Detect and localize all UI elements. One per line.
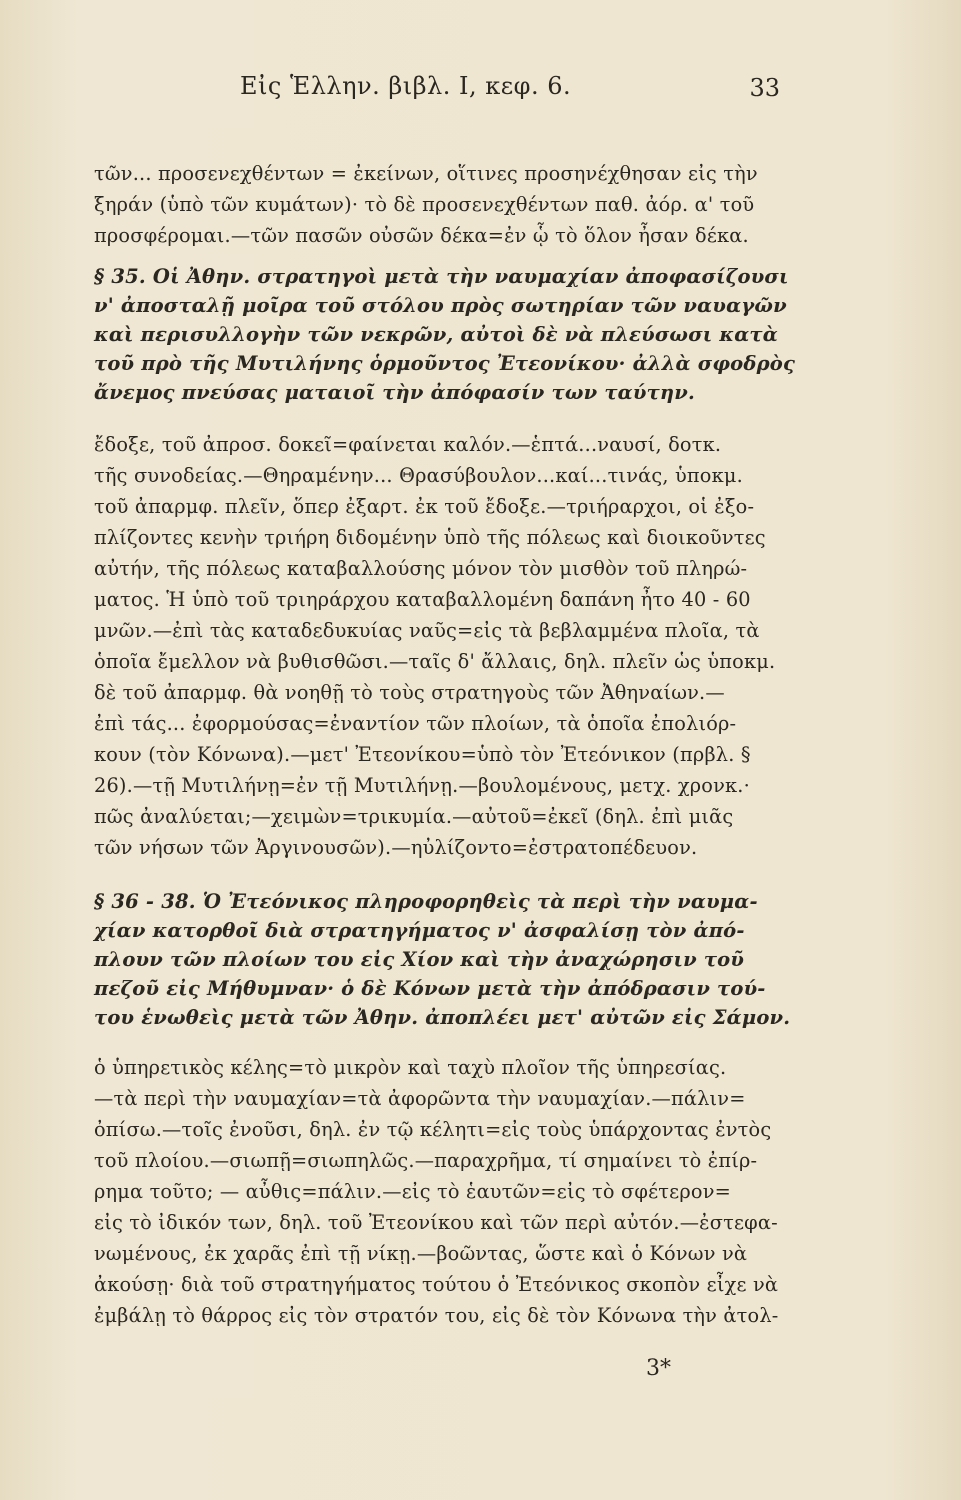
text-line: ὁ ὑπηρετικὸς κέλης=τὸ μικρὸν καὶ ταχὺ πλοῖον τῆς ὑπηρεσίας. xyxy=(94,1056,727,1079)
text-line: νωμένους, ἐκ χαρᾶς ἐπὶ τῇ νίκῃ.—βοῶντας, ὥστε καὶ ὁ Κόνων νὰ xyxy=(94,1242,748,1265)
summary-line: πλουν τῶν πλοίων του εἰς Χίον καὶ τὴν ἀναχώρησιν τοῦ xyxy=(94,948,745,971)
section-summary-35 xyxy=(94,262,796,407)
summary-line: ἄνεμος πνεύσας ματαιοῖ τὴν ἀπόφασίν των ταύτην. xyxy=(94,381,695,404)
text-line: τῆς συνοδείας.—Θηραμένην... Θρασύβουλον...καί...τινάς, ὑποκμ. xyxy=(94,464,743,487)
text-line: τοῦ ἀπαρμφ. πλεῖν, ὅπερ ἐξαρτ. ἐκ τοῦ ἔδοξε.—τριήραρχοι, οἱ ἐξο- xyxy=(94,495,755,518)
text-line: πλίζοντες κενὴν τριήρη διδομένην ὑπὸ τῆς πόλεως καὶ διοικοῦντες xyxy=(94,526,766,549)
text-line: πῶς ἀναλύεται;—χειμὼν=τρικυμία.—αὐτοῦ=ἐκεῖ (δηλ. ἐπὶ μιᾶς xyxy=(94,805,734,828)
text-line: ρημα τοῦτο; — αὖθις=πάλιν.—εἰς τὸ ἑαυτῶν=εἰς τὸ σφέτερον= xyxy=(94,1180,731,1203)
text-line: ἔδοξε, τοῦ ἀπροσ. δοκεῖ=φαίνεται καλόν.—ἑπτά...ναυσί, δοτκ. xyxy=(94,433,722,456)
text-line: ἐμβάλῃ τὸ θάρρος εἰς τὸν στρατόν του, εἰς δὲ τὸν Κόνωνα τὴν ἀτολ- xyxy=(94,1304,779,1327)
text-line: ἐπὶ τάς... ἐφορμούσας=ἐναντίον τῶν πλοίων, τὰ ὁποῖα ἐπολιόρ- xyxy=(94,712,737,735)
section-summary-36-38 xyxy=(94,887,791,1032)
text-line: ἀκούσῃ· διὰ τοῦ στρατηγήματος τούτου ὁ Ἐτεόνικος σκοπὸν εἶχε νὰ xyxy=(94,1273,779,1296)
text-line: μνῶν.—ἐπὶ τὰς καταδεδυκυίας ναῦς=εἰς τὰ βεβλαμμένα πλοῖα, τὰ xyxy=(94,619,760,642)
text-line: κουν (τὸν Κόνωνα).—μετ' Ἐτεονίκου=ὑπὸ τὸν Ἐτεόνικον (πρβλ. § xyxy=(94,743,751,766)
running-head: Εἰς Ἑλλην. βιβλ. Ι, κεφ. 6. xyxy=(240,72,572,100)
summary-line: τοῦ πρὸ τῆς Μυτιλήνης ὁρμοῦντος Ἐτεονίκου· ἀλλὰ σφοδρὸς xyxy=(94,352,796,375)
text-line: εἰς τὸ ἰδικόν των, δηλ. τοῦ Ἐτεονίκου καὶ τῶν περὶ αὐτόν.—ἐστεφα- xyxy=(94,1211,778,1234)
signature-mark: 3* xyxy=(646,1356,671,1381)
text-line: αὐτήν, τῆς πόλεως καταβαλλούσης μόνον τὸν μισθὸν τοῦ πληρώ- xyxy=(94,557,748,580)
text-line: ξηράν (ὑπὸ τῶν κυμάτων)· τὸ δὲ προσενεχθέντων παθ. ἀόρ. α' τοῦ xyxy=(94,193,755,216)
text-line: ὀπίσω.—τοῖς ἐνοῦσι, δηλ. ἐν τῷ κέλητι=εἰς τοὺς ὑπάρχοντας ἐντὸς xyxy=(94,1118,772,1141)
text-line: τοῦ πλοίου.—σιωπῇ=σιωπηλῶς.—παραχρῆμα, τί σημαίνει τὸ ἐπίρ- xyxy=(94,1149,758,1172)
page-header xyxy=(90,72,780,122)
paragraph-commentary-35 xyxy=(94,429,774,863)
text-line: τῶν νήσων τῶν Ἀργινουσῶν).—ηὐλίζοντο=ἐστρατοπέδευον. xyxy=(94,836,698,859)
text-line: ὁποῖα ἔμελλον νὰ βυθισθῶσι.—ταῖς δ' ἄλλαις, δηλ. πλεῖν ὡς ὑποκμ. xyxy=(94,650,776,673)
text-line: προσφέρομαι.—τῶν πασῶν οὐσῶν δέκα=ἐν ᾧ τὸ ὅλον ἦσαν δέκα. xyxy=(94,224,749,247)
summary-line: § 36 - 38. Ὁ Ἐτεόνικος πληροφορηθεὶς τὰ περὶ τὴν ναυμα- xyxy=(94,890,758,913)
summary-line: καὶ περισυλλογὴν τῶν νεκρῶν, αὐτοὶ δὲ νὰ πλεύσωσι κατὰ xyxy=(94,323,778,346)
text-line: 26).—τῇ Μυτιλήνῃ=ἐν τῇ Μυτιλήνῃ.—βουλομένους, μετχ. χρονκ.· xyxy=(94,774,750,797)
text-line: ματος. Ἡ ὑπὸ τοῦ τριηράρχου καταβαλλομένη δαπάνη ἦτο 40 - 60 xyxy=(94,588,751,611)
paragraph-commentary-34 xyxy=(94,158,774,251)
summary-line: του ἑνωθεὶς μετὰ τῶν Ἀθην. ἀποπλέει μετ' αὐτῶν εἰς Σάμον. xyxy=(94,1006,791,1029)
summary-line: χίαν κατορθοῖ διὰ στρατηγήματος ν' ἀσφαλίσῃ τὸν ἀπό- xyxy=(94,919,745,942)
summary-line: § 35. Οἱ Ἀθην. στρατηγοὶ μετὰ τὴν ναυμαχίαν ἀποφασίζουσι xyxy=(94,265,789,288)
summary-line: πεζοῦ εἰς Μήθυμναν· ὁ δὲ Κόνων μετὰ τὴν ἀπόδρασιν τού- xyxy=(94,977,766,1000)
text-line: τῶν... προσενεχθέντων = ἐκείνων, οἵτινες προσηνέχθησαν εἰς τὴν xyxy=(94,162,758,185)
text-line: —τὰ περὶ τὴν ναυμαχίαν=τὰ ἀφορῶντα τὴν ναυμαχίαν.—πάλιν= xyxy=(94,1087,746,1110)
text-line: δὲ τοῦ ἀπαρμφ. θὰ νοηθῇ τὸ τοὺς στρατηγοὺς τῶν Ἀθηναίων.— xyxy=(94,681,725,704)
summary-line: ν' ἀποσταλῇ μοῖρα τοῦ στόλου πρὸς σωτηρίαν τῶν ναυαγῶν xyxy=(94,294,787,317)
paragraph-commentary-36 xyxy=(94,1052,779,1331)
main-text xyxy=(94,158,796,1331)
page-number: 33 xyxy=(749,74,780,102)
